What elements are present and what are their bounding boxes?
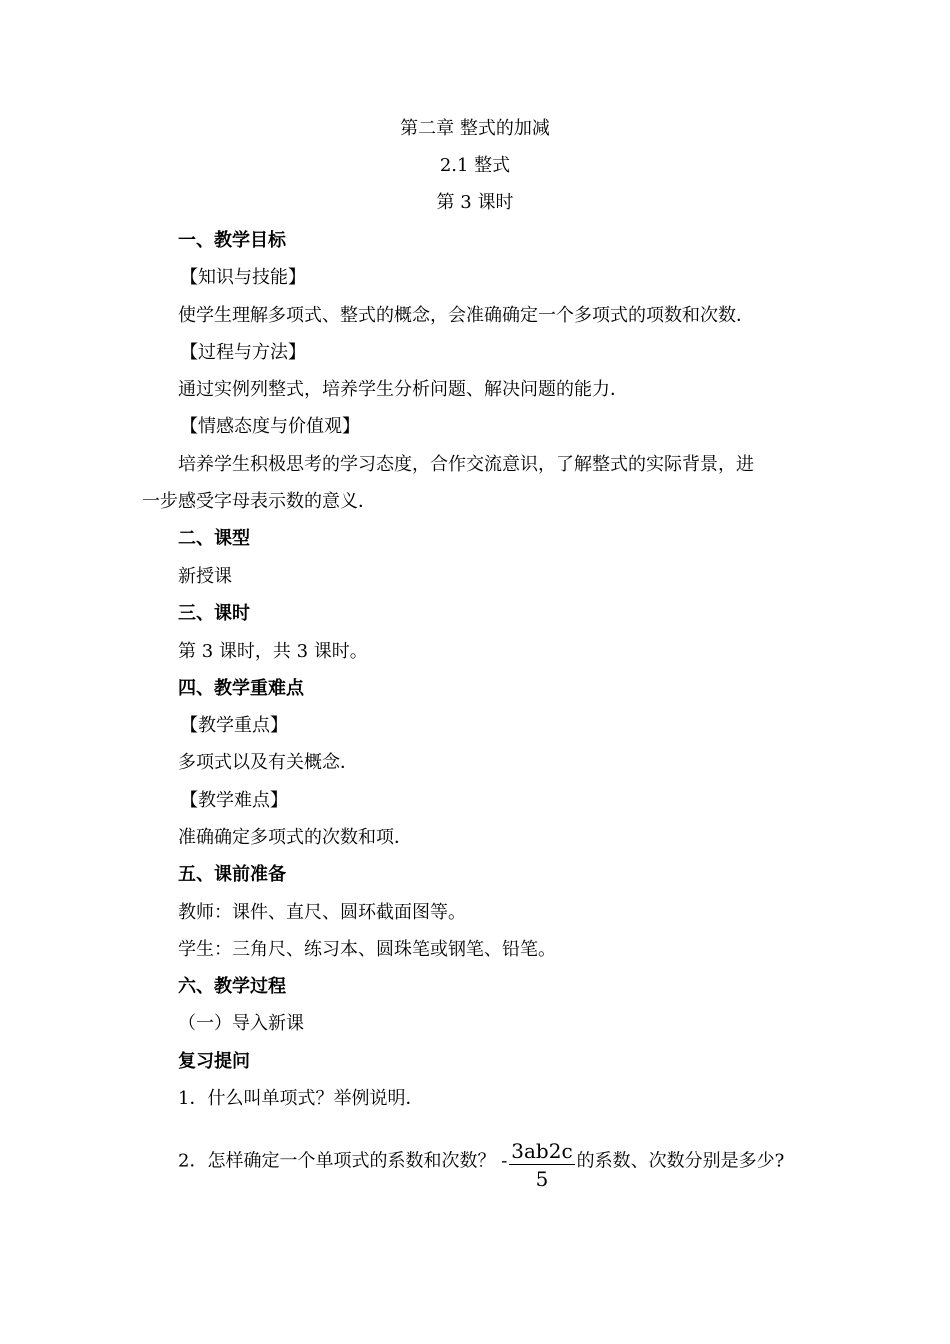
text-key-point: 多项式以及有关概念．	[178, 752, 358, 773]
heading-lesson-type: 二、课型	[178, 528, 250, 549]
text-lesson-type: 新授课	[178, 566, 232, 587]
text-teacher-prep: 教师：课件、直尺、圆环截面图等。	[178, 902, 466, 923]
fraction-numerator: 3ab2c	[511, 1139, 573, 1163]
label-key-point: 【教学重点】	[180, 715, 288, 736]
heading-preparation: 五、课前准备	[178, 864, 286, 885]
text-process: 通过实例列整式，培养学生分析问题、解决问题的能力．	[178, 379, 628, 400]
label-emotion: 【情感态度与价值观】	[180, 416, 360, 437]
fraction	[509, 1138, 574, 1193]
text-emotion-line2: 一步感受字母表示数的意义．	[142, 491, 376, 512]
question-2-suffix: 的系数、次数分别是多少?	[576, 1150, 785, 1172]
question-2-prefix: 2．怎样确定一个单项式的系数和次数？	[178, 1150, 496, 1172]
lesson-title: 第 3 课时	[436, 192, 514, 213]
label-process: 【过程与方法】	[180, 342, 306, 363]
label-knowledge: 【知识与技能】	[180, 267, 306, 288]
fraction-denominator: 5	[535, 1167, 549, 1191]
heading-key-difficult: 四、教学重难点	[178, 678, 304, 699]
heading-periods: 三、课时	[178, 603, 250, 624]
heading-review: 复习提问	[178, 1051, 250, 1072]
heading-process: 六、教学过程	[178, 976, 286, 997]
text-knowledge: 使学生理解多项式、整式的概念，会准确确定一个多项式的项数和次数．	[178, 305, 754, 326]
text-periods: 第 3 课时，共 3 课时。	[178, 641, 368, 662]
text-emotion-line1: 培养学生积极思考的学习态度，合作交流意识，了解整式的实际背景，进	[178, 454, 754, 475]
text-difficult-point: 准确确定多项式的次数和项．	[178, 827, 412, 848]
text-intro-part: （一）导入新课	[178, 1013, 304, 1034]
chapter-title: 第二章 整式的加减	[400, 118, 550, 139]
section-title: 2.1 整式	[439, 155, 511, 176]
question-1: 1．什么叫单项式？举例说明．	[178, 1088, 424, 1109]
question-2-sign: -	[501, 1150, 508, 1172]
question-2	[178, 1134, 784, 1189]
label-difficult-point: 【教学难点】	[180, 790, 288, 811]
heading-objectives: 一、教学目标	[178, 230, 286, 251]
text-student-prep: 学生：三角尺、练习本、圆珠笔或钢笔、铅笔。	[178, 939, 556, 960]
